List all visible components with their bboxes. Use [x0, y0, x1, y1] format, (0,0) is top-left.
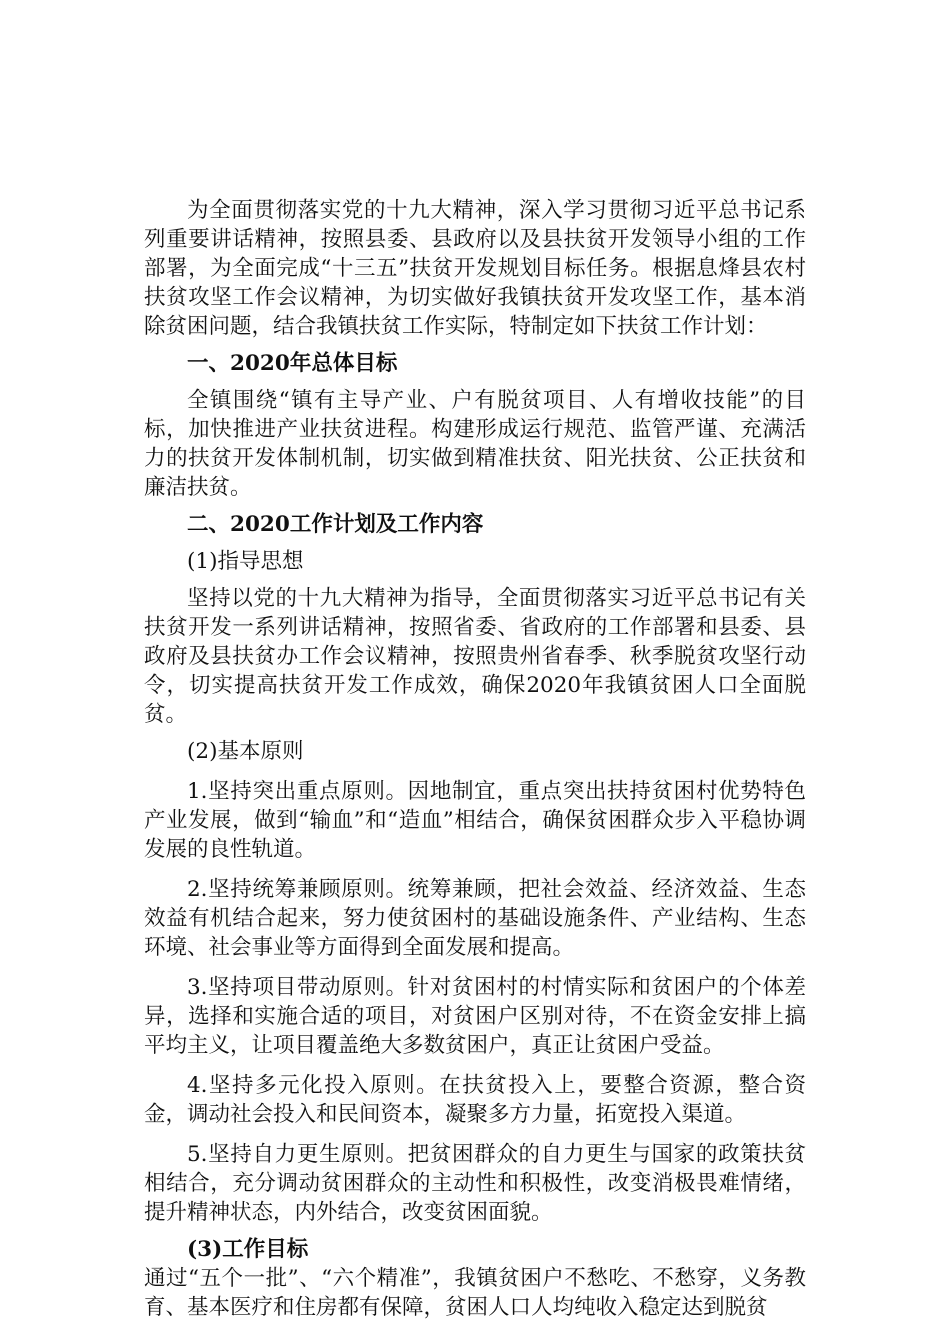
subheading-guiding-thought: (1)指导思想 [187, 549, 304, 574]
subheading-work-target: (3)工作目标 [187, 1237, 309, 1262]
principle-4-paragraph: 4.坚持多元化投入原则。在扶贫投入上，要整合资源，整合资金，调动社会投入和民间资本，凝聚多方力量，拓宽投入渠道。 [144, 1073, 806, 1127]
guiding-thought-paragraph: 坚持以党的十九大精神为指导，全面贯彻落实习近平总书记有关扶贫开发一系列讲话精神，按照省委、省政府的工作部署和县委、县政府及县扶贫办工作会议精神，按照贵州省春季、秋季脱贫攻坚行动令，切实提高扶贫开发工作成效，确保2020年我镇贫困人口全面脱贫。 [144, 586, 806, 727]
principle-1-paragraph: 1.坚持突出重点原则。因地制宜，重点突出扶持贫困村优势特色产业发展，做到“输血”和“造血”相结合，确保贫困群众步入平稳协调发展的良性轨道。 [144, 779, 806, 862]
principle-5-paragraph: 5.坚持自力更生原则。把贫困群众的自力更生与国家的政策扶贫相结合，充分调动贫困群众的主动性和积极性，改变消极畏难情绪，提升精神状态，内外结合，改变贫困面貌。 [144, 1142, 806, 1225]
section-heading-work-plan: 二、2020工作计划及工作内容 [187, 512, 484, 537]
principle-3-paragraph: 3.坚持项目带动原则。针对贫困村的村情实际和贫困户的个体差异，选择和实施合适的项目，对贫困户区别对待，不在资金安排上搞平均主义，让项目覆盖绝大多数贫困户，真正让贫困户受益。 [144, 975, 806, 1058]
intro-paragraph: 为全面贯彻落实党的十九大精神，深入学习贯彻习近平总书记系列重要讲话精神，按照县委、县政府以及县扶贫开发领导小组的工作部署，为全面完成“十三五”扶贫开发规划目标任务。根据息烽县农村扶贫攻坚工作会议精神，为切实做好我镇扶贫开发攻坚工作，基本消除贫困问题，结合我镇扶贫工作实际，特制定如下扶贫工作计划： [144, 198, 806, 339]
section-heading-overall-goal: 一、2020年总体目标 [187, 351, 398, 376]
subheading-basic-principles: (2)基本原则 [187, 739, 304, 764]
overall-goal-paragraph: 全镇围绕“镇有主导产业、户有脱贫项目、人有增收技能”的目标，加快推进产业扶贫进程。构建形成运行规范、监管严谨、充满活力的扶贫开发体制机制，切实做到精准扶贫、阳光扶贫、公正扶贫和廉洁扶贫。 [144, 388, 806, 500]
work-target-paragraph: 通过“五个一批”、“六个精准”，我镇贫困户不愁吃、不愁穿，义务教育、基本医疗和住房都有保障，贫困人口人均纯收入稳定达到脱贫 [144, 1266, 806, 1320]
principle-2-paragraph: 2.坚持统筹兼顾原则。统筹兼顾，把社会效益、经济效益、生态效益有机结合起来，努力使贫困村的基础设施条件、产业结构、生态环境、社会事业等方面得到全面发展和提高。 [144, 877, 806, 960]
document-body [144, 196, 806, 1322]
